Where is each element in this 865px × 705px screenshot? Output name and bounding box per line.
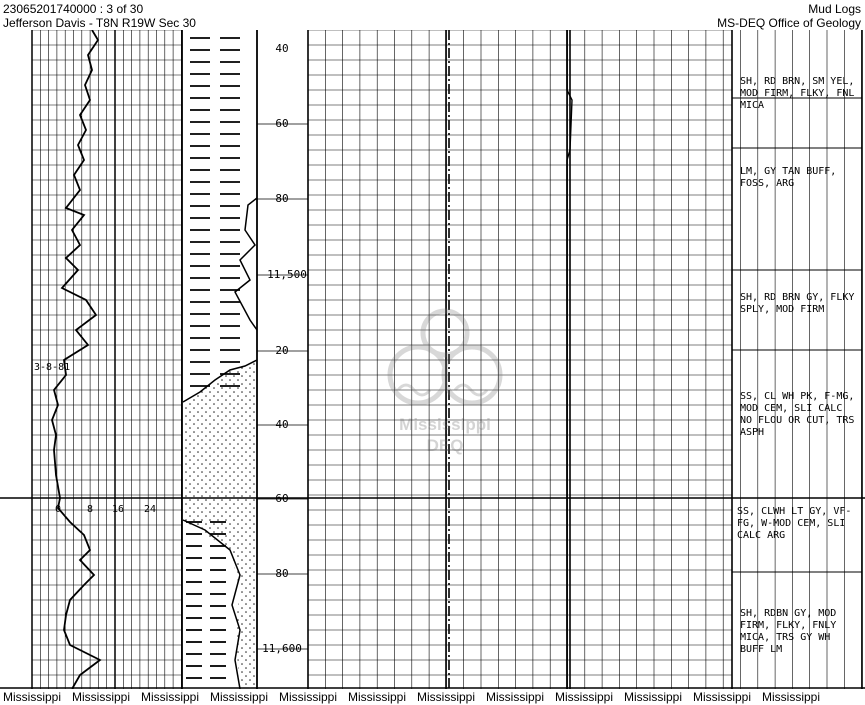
footer-watermark: Mississippi (762, 690, 821, 704)
depth-label: 60 (275, 492, 289, 505)
date-note: 3-8-81 (34, 362, 71, 373)
footer-watermark: Mississippi (210, 690, 269, 704)
rate-tick-label: 24 (144, 504, 157, 515)
footer-watermark: Mississippi (417, 690, 476, 704)
agency-name: MS-DEQ Office of Geology (717, 16, 861, 30)
rate-tick-label: 8 (87, 504, 94, 515)
rate-scale (55, 504, 156, 515)
footer-watermark: Mississippi (555, 690, 614, 704)
description-line: SH, RDBN GY, MOD (740, 608, 837, 619)
footer-watermark: Mississippi (141, 690, 200, 704)
description-block (737, 506, 857, 541)
rate-tick-label: 16 (112, 504, 125, 515)
description-line: ASPH (740, 427, 765, 438)
footer-watermark: Mississippi (72, 690, 131, 704)
watermark-text: DEQ (426, 436, 464, 455)
document-id: 23065201740000 : 3 of 30 (3, 2, 144, 16)
description-column (737, 76, 860, 655)
depth-label: 20 (275, 344, 289, 357)
description-line: MOD FIRM, FLKY, FNL (740, 88, 855, 99)
depth-label: 40 (275, 42, 289, 55)
description-line: FG, W-MOD CEM, SLI (737, 518, 846, 529)
lithology-column (183, 38, 257, 689)
depth-label: 11,600 (262, 642, 302, 655)
depth-label: 80 (275, 192, 289, 205)
description-line: FIRM, FLKY, FNLY (740, 620, 837, 631)
footer-watermark: Mississippi (486, 690, 545, 704)
depth-label: 60 (275, 117, 289, 130)
chart-grid (0, 30, 865, 689)
depth-label: 40 (275, 418, 289, 431)
description-block (740, 391, 860, 438)
rate-tick-label: 0 (55, 504, 62, 515)
description-line: FOSS, ARG (740, 178, 795, 189)
description-line: MICA, TRS GY WH (740, 632, 831, 643)
description-line: MOD CEM, SLI CALC (740, 403, 843, 414)
description-line: MICA (740, 100, 765, 111)
description-block (740, 76, 860, 111)
footer-watermark: Mississippi (3, 690, 62, 704)
mud-log-chart (0, 30, 865, 689)
footer-watermark-strip (0, 689, 865, 705)
description-line: LM, GY TAN BUFF, (740, 166, 837, 177)
log-type: Mud Logs (808, 2, 861, 16)
description-line: SPLY, MOD FIRM (740, 304, 825, 315)
description-line: SS, CL WH PK, F-MG, (740, 391, 855, 402)
watermark-text: Mississippi (399, 415, 491, 434)
description-line: SS, CLWH LT GY, VF- (737, 506, 852, 517)
description-block (740, 292, 860, 315)
description-line: SH, RD BRN, SM YEL, (740, 76, 855, 87)
description-line: CALC ARG (737, 530, 786, 541)
description-line: NO FLOU OR CUT, TRS (740, 415, 855, 426)
deq-watermark (390, 311, 500, 455)
rate-curve (52, 30, 100, 689)
footer-watermark: Mississippi (348, 690, 407, 704)
description-line: BUFF LM (740, 644, 783, 655)
depth-label: 80 (275, 567, 289, 580)
description-line: SH, RD BRN GY, FLKY (740, 292, 855, 303)
footer-watermark: Mississippi (693, 690, 752, 704)
sand-fill (183, 360, 257, 498)
footer-watermark: Mississippi (624, 690, 683, 704)
depth-scale (262, 42, 307, 655)
depth-label: 11,500 (267, 268, 307, 281)
footer-watermark: Mississippi (279, 690, 338, 704)
well-location: Jefferson Davis - T8N R19W Sec 30 (3, 16, 196, 30)
